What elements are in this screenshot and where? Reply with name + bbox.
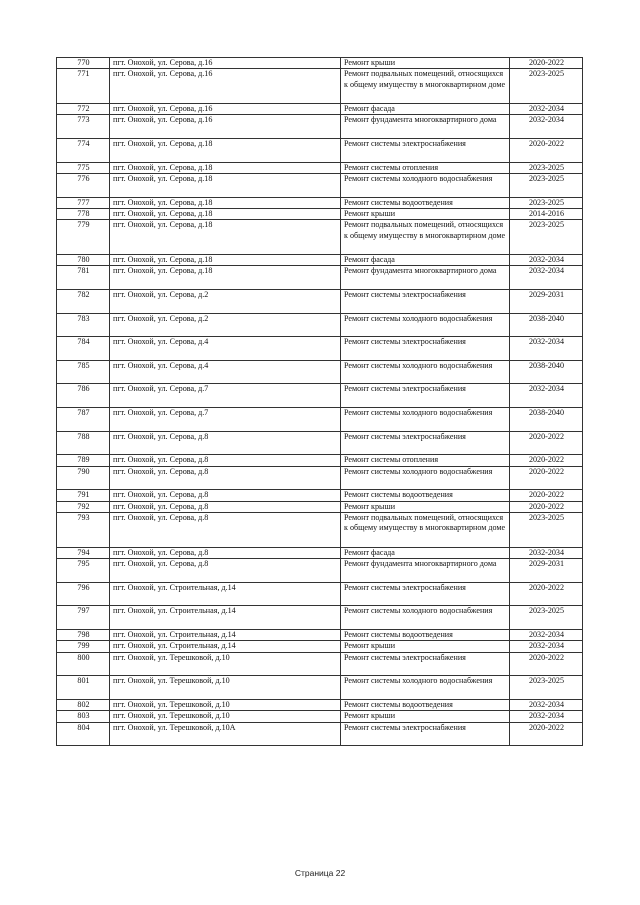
address-cell: пгт. Онохой, ул. Серова, д.18 — [110, 255, 341, 266]
table-row — [57, 337, 583, 361]
row-number-cell: 794 — [57, 547, 110, 558]
work-type-cell: Ремонт системы электроснабжения — [341, 384, 510, 408]
period-cell: 2023-2025 — [510, 220, 583, 255]
work-type-cell: Ремонт системы водоотведения — [341, 699, 510, 710]
table-row — [57, 104, 583, 115]
row-number-cell: 798 — [57, 629, 110, 640]
table-row — [57, 629, 583, 640]
row-number-cell: 795 — [57, 558, 110, 582]
address-cell: пгт. Онохой, ул. Терешковой, д.10А — [110, 722, 341, 746]
row-number-cell: 787 — [57, 407, 110, 431]
table-row — [57, 582, 583, 606]
address-cell: пгт. Онохой, ул. Серова, д.8 — [110, 547, 341, 558]
work-type-cell: Ремонт фасада — [341, 547, 510, 558]
work-type-cell: Ремонт подвальных помещений, относящихся к общему имуществу в многоквартирном доме — [341, 69, 510, 104]
period-cell: 2020-2022 — [510, 139, 583, 163]
period-cell: 2014-2016 — [510, 209, 583, 220]
table-row — [57, 512, 583, 547]
work-type-cell: Ремонт системы водоотведения — [341, 629, 510, 640]
address-cell: пгт. Онохой, ул. Терешковой, д.10 — [110, 676, 341, 700]
period-cell: 2020-2022 — [510, 466, 583, 490]
period-cell: 2038-2040 — [510, 360, 583, 384]
table-row — [57, 676, 583, 700]
row-number-cell: 789 — [57, 455, 110, 466]
period-cell: 2038-2040 — [510, 313, 583, 337]
row-number-cell: 783 — [57, 313, 110, 337]
table-row — [57, 209, 583, 220]
row-number-cell: 788 — [57, 431, 110, 455]
work-type-cell: Ремонт системы холодного водоснабжения — [341, 606, 510, 630]
period-cell: 2023-2025 — [510, 606, 583, 630]
period-cell: 2032-2034 — [510, 641, 583, 652]
work-type-cell: Ремонт системы холодного водоснабжения — [341, 174, 510, 198]
work-type-cell: Ремонт системы электроснабжения — [341, 337, 510, 361]
row-number-cell: 771 — [57, 69, 110, 104]
work-type-cell: Ремонт системы холодного водоснабжения — [341, 407, 510, 431]
work-type-cell: Ремонт системы отопления — [341, 162, 510, 173]
address-cell: пгт. Онохой, ул. Серова, д.8 — [110, 455, 341, 466]
address-cell: пгт. Онохой, ул. Серова, д.4 — [110, 360, 341, 384]
row-number-cell: 796 — [57, 582, 110, 606]
table-row — [57, 313, 583, 337]
row-number-cell: 773 — [57, 115, 110, 139]
address-cell: пгт. Онохой, ул. Серова, д.16 — [110, 69, 341, 104]
row-number-cell: 774 — [57, 139, 110, 163]
period-cell: 2038-2040 — [510, 407, 583, 431]
row-number-cell: 784 — [57, 337, 110, 361]
row-number-cell: 781 — [57, 266, 110, 290]
table-body — [57, 58, 583, 746]
address-cell: пгт. Онохой, ул. Строительная, д.14 — [110, 629, 341, 640]
work-type-cell: Ремонт системы водоотведения — [341, 490, 510, 501]
address-cell: пгт. Онохой, ул. Серова, д.18 — [110, 197, 341, 208]
table-row — [57, 547, 583, 558]
period-cell: 2032-2034 — [510, 711, 583, 722]
table-row — [57, 606, 583, 630]
address-cell: пгт. Онохой, ул. Строительная, д.14 — [110, 641, 341, 652]
row-number-cell: 785 — [57, 360, 110, 384]
row-number-cell: 772 — [57, 104, 110, 115]
work-type-cell: Ремонт фасада — [341, 255, 510, 266]
period-cell: 2032-2034 — [510, 255, 583, 266]
address-cell: пгт. Онохой, ул. Серова, д.8 — [110, 512, 341, 547]
period-cell: 2032-2034 — [510, 699, 583, 710]
address-cell: пгт. Онохой, ул. Серова, д.2 — [110, 290, 341, 314]
address-cell: пгт. Онохой, ул. Серова, д.18 — [110, 266, 341, 290]
work-type-cell: Ремонт подвальных помещений, относящихся к общему имуществу в многоквартирном доме — [341, 512, 510, 547]
address-cell: пгт. Онохой, ул. Серова, д.8 — [110, 466, 341, 490]
work-type-cell: Ремонт системы электроснабжения — [341, 139, 510, 163]
period-cell: 2020-2022 — [510, 501, 583, 512]
table-row — [57, 139, 583, 163]
work-type-cell: Ремонт подвальных помещений, относящихся к общему имуществу в многоквартирном доме — [341, 220, 510, 255]
address-cell: пгт. Онохой, ул. Серова, д.18 — [110, 139, 341, 163]
work-type-cell: Ремонт системы холодного водоснабжения — [341, 466, 510, 490]
work-type-cell: Ремонт системы электроснабжения — [341, 431, 510, 455]
work-type-cell: Ремонт крыши — [341, 209, 510, 220]
table-row — [57, 711, 583, 722]
table-row — [57, 162, 583, 173]
row-number-cell: 777 — [57, 197, 110, 208]
period-cell: 2032-2034 — [510, 115, 583, 139]
table-row — [57, 69, 583, 104]
period-cell: 2032-2034 — [510, 337, 583, 361]
address-cell: пгт. Онохой, ул. Строительная, д.14 — [110, 582, 341, 606]
table-row — [57, 652, 583, 676]
address-cell: пгт. Онохой, ул. Серова, д.18 — [110, 209, 341, 220]
address-cell: пгт. Онохой, ул. Серова, д.18 — [110, 220, 341, 255]
address-cell: пгт. Онохой, ул. Серова, д.8 — [110, 501, 341, 512]
table-row — [57, 115, 583, 139]
row-number-cell: 801 — [57, 676, 110, 700]
address-cell: пгт. Онохой, ул. Терешковой, д.10 — [110, 652, 341, 676]
row-number-cell: 804 — [57, 722, 110, 746]
period-cell: 2023-2025 — [510, 162, 583, 173]
table-row — [57, 466, 583, 490]
table-row — [57, 699, 583, 710]
row-number-cell: 790 — [57, 466, 110, 490]
table-row — [57, 220, 583, 255]
work-type-cell: Ремонт крыши — [341, 501, 510, 512]
row-number-cell: 799 — [57, 641, 110, 652]
row-number-cell: 775 — [57, 162, 110, 173]
work-type-cell: Ремонт системы водоотведения — [341, 197, 510, 208]
address-cell: пгт. Онохой, ул. Серова, д.7 — [110, 407, 341, 431]
row-number-cell: 793 — [57, 512, 110, 547]
table-row — [57, 58, 583, 69]
table-row — [57, 641, 583, 652]
work-type-cell: Ремонт системы электроснабжения — [341, 722, 510, 746]
address-cell: пгт. Онохой, ул. Терешковой, д.10 — [110, 711, 341, 722]
work-type-cell: Ремонт фасада — [341, 104, 510, 115]
table-row — [57, 266, 583, 290]
row-number-cell: 791 — [57, 490, 110, 501]
period-cell: 2020-2022 — [510, 455, 583, 466]
table-row — [57, 197, 583, 208]
address-cell: пгт. Онохой, ул. Серова, д.16 — [110, 104, 341, 115]
period-cell: 2023-2025 — [510, 69, 583, 104]
table-row — [57, 455, 583, 466]
table-row — [57, 360, 583, 384]
work-type-cell: Ремонт системы холодного водоснабжения — [341, 313, 510, 337]
work-type-cell: Ремонт системы холодного водоснабжения — [341, 360, 510, 384]
table-row — [57, 558, 583, 582]
period-cell: 2020-2022 — [510, 652, 583, 676]
period-cell: 2032-2034 — [510, 266, 583, 290]
table-row — [57, 174, 583, 198]
table-row — [57, 255, 583, 266]
period-cell: 2023-2025 — [510, 512, 583, 547]
period-cell: 2032-2034 — [510, 547, 583, 558]
period-cell: 2029-2031 — [510, 558, 583, 582]
period-cell: 2020-2022 — [510, 722, 583, 746]
work-type-cell: Ремонт фундамента многоквартирного дома — [341, 266, 510, 290]
row-number-cell: 780 — [57, 255, 110, 266]
table-row — [57, 490, 583, 501]
table-row — [57, 431, 583, 455]
work-type-cell: Ремонт крыши — [341, 641, 510, 652]
period-cell: 2023-2025 — [510, 676, 583, 700]
row-number-cell: 779 — [57, 220, 110, 255]
period-cell: 2023-2025 — [510, 197, 583, 208]
address-cell: пгт. Онохой, ул. Серова, д.4 — [110, 337, 341, 361]
address-cell: пгт. Онохой, ул. Серова, д.2 — [110, 313, 341, 337]
work-type-cell: Ремонт системы электроснабжения — [341, 582, 510, 606]
period-cell: 2032-2034 — [510, 104, 583, 115]
row-number-cell: 770 — [57, 58, 110, 69]
address-cell: пгт. Онохой, ул. Серова, д.8 — [110, 490, 341, 501]
period-cell: 2032-2034 — [510, 384, 583, 408]
work-type-cell: Ремонт крыши — [341, 711, 510, 722]
address-cell: пгт. Онохой, ул. Серова, д.18 — [110, 162, 341, 173]
table-row — [57, 501, 583, 512]
table-row — [57, 722, 583, 746]
address-cell: пгт. Онохой, ул. Серова, д.18 — [110, 174, 341, 198]
period-cell: 2023-2025 — [510, 174, 583, 198]
period-cell: 2020-2022 — [510, 431, 583, 455]
row-number-cell: 778 — [57, 209, 110, 220]
work-type-cell: Ремонт фундамента многоквартирного дома — [341, 115, 510, 139]
address-cell: пгт. Онохой, ул. Серова, д.7 — [110, 384, 341, 408]
period-cell: 2020-2022 — [510, 490, 583, 501]
work-type-cell: Ремонт крыши — [341, 58, 510, 69]
address-cell: пгт. Онохой, ул. Серова, д.16 — [110, 115, 341, 139]
work-type-cell: Ремонт системы холодного водоснабжения — [341, 676, 510, 700]
row-number-cell: 803 — [57, 711, 110, 722]
row-number-cell: 776 — [57, 174, 110, 198]
address-cell: пгт. Онохой, ул. Терешковой, д.10 — [110, 699, 341, 710]
table-row — [57, 384, 583, 408]
period-cell: 2020-2022 — [510, 582, 583, 606]
period-cell: 2029-2031 — [510, 290, 583, 314]
work-type-cell: Ремонт системы отопления — [341, 455, 510, 466]
repair-schedule-table — [56, 57, 583, 746]
page-number: Страница 22 — [294, 868, 346, 878]
row-number-cell: 802 — [57, 699, 110, 710]
row-number-cell: 782 — [57, 290, 110, 314]
row-number-cell: 800 — [57, 652, 110, 676]
address-cell: пгт. Онохой, ул. Серова, д.8 — [110, 558, 341, 582]
address-cell: пгт. Онохой, ул. Строительная, д.14 — [110, 606, 341, 630]
table-row — [57, 290, 583, 314]
address-cell: пгт. Онохой, ул. Серова, д.16 — [110, 58, 341, 69]
row-number-cell: 797 — [57, 606, 110, 630]
row-number-cell: 792 — [57, 501, 110, 512]
work-type-cell: Ремонт системы электроснабжения — [341, 290, 510, 314]
row-number-cell: 786 — [57, 384, 110, 408]
period-cell: 2020-2022 — [510, 58, 583, 69]
table-row — [57, 407, 583, 431]
work-type-cell: Ремонт фундамента многоквартирного дома — [341, 558, 510, 582]
address-cell: пгт. Онохой, ул. Серова, д.8 — [110, 431, 341, 455]
period-cell: 2032-2034 — [510, 629, 583, 640]
work-type-cell: Ремонт системы электроснабжения — [341, 652, 510, 676]
